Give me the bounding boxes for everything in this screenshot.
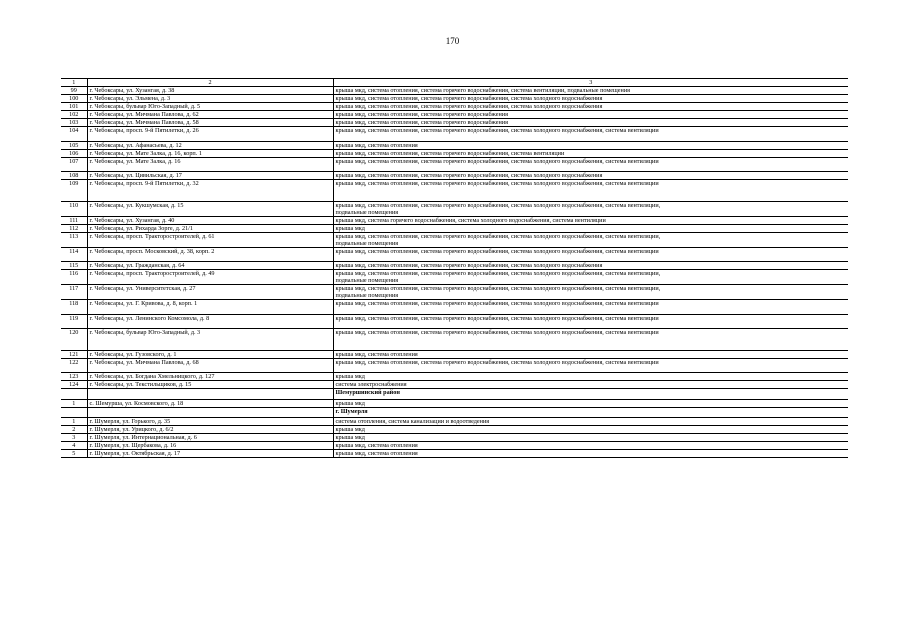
row-works: [333, 149, 848, 157]
row-works: [333, 434, 848, 442]
row-address: г. Чебоксары, бульвар Юго-Западный, д. 5: [87, 103, 333, 111]
row-works-line: крыша мкд: [335, 399, 365, 407]
row-number: 1: [61, 418, 87, 426]
row-works: [333, 119, 848, 127]
row-works-line: крыша мкд, система отопления, система горячего водоснабжения, система холодного водоснабжения, система вентиляции: [335, 358, 659, 366]
row-address: г. Чебоксары, бульвар Юго-Западный, д. 3: [87, 329, 333, 351]
row-works-line: крыша мкд: [335, 373, 365, 380]
row-address: г. Шумерля, ул. Урицкого, д. 6/2: [87, 426, 333, 434]
table-row: [61, 103, 848, 111]
row-address: г. Чебоксары, просп. Тракторостроителей, д. 49: [87, 270, 333, 285]
row-address: г. Чебоксары, ул. Мичмана Павлова, д. 62: [87, 111, 333, 119]
row-address: г. Чебоксары, просп. 9-й Пятилетки, д. 26: [87, 127, 333, 142]
table-row: [61, 141, 848, 149]
row-works: [333, 232, 848, 247]
table-body: [61, 79, 848, 458]
row-number: 120: [61, 329, 87, 351]
table-row: [61, 358, 848, 373]
row-works-line: крыша мкд, система отопления, система горячего водоснабжения, система холодного водоснабжения, система вентиляции: [335, 180, 659, 187]
row-address: г. Чебоксары, ул. Рихарда Зорге, д. 21/1: [87, 224, 333, 232]
row-number: 112: [61, 224, 87, 232]
row-address: г. Чебоксары, ул. Мичмана Павлова, д. 58: [87, 119, 333, 127]
row-works: [333, 103, 848, 111]
row-works-line: крыша мкд: [335, 426, 365, 433]
table-row: [61, 149, 848, 157]
row-works-line: крыша мкд, система отопления, система горячего водоснабжения, система холодного водоснабжения, система вентиляции,: [335, 201, 661, 209]
row-works: [333, 216, 848, 224]
row-number: 109: [61, 180, 87, 202]
row-works: [333, 381, 848, 389]
row-works-line: система отопления, система канализации и водоотведения: [335, 418, 490, 425]
header-col-1: 1: [61, 79, 87, 87]
section-title: Шемуршинский район: [333, 389, 848, 400]
row-works: [333, 141, 848, 149]
row-address: г. Чебоксары, ул. Ленинского Комсомола, д. 8: [87, 314, 333, 329]
row-works-line: крыша мкд, система отопления, система горячего водоснабжения, система холодного водоснабжения, система вентиляции,: [335, 285, 661, 292]
table-row: [61, 442, 848, 450]
row-works-line: крыша мкд, система отопления, система горячего водоснабжения, система холодного водоснабжения, система вентиляции,: [335, 232, 661, 240]
section-heading-row: [61, 389, 848, 400]
row-works: [333, 358, 848, 373]
row-address: г. Шумерля, ул. Щербакова, д. 16: [87, 442, 333, 450]
table-row: [61, 270, 848, 285]
row-works-line: подвальные помещения: [335, 239, 399, 247]
row-number: 107: [61, 157, 87, 172]
table-row: [61, 373, 848, 381]
row-works-line: крыша мкд, система отопления, система горячего водоснабжения: [335, 111, 508, 118]
row-number: 114: [61, 247, 87, 262]
table-row: [61, 111, 848, 119]
row-works-line: крыша мкд, система отопления, система горячего водоснабжения, система холодного водоснабжения, система вентиляции,: [335, 270, 661, 277]
row-works-line: система электроснабжения: [335, 381, 407, 388]
row-number: 118: [61, 300, 87, 315]
row-works-line: крыша мкд, система отопления, система горячего водоснабжения, система вентиляции: [335, 149, 565, 157]
row-works-line: крыша мкд: [335, 434, 365, 441]
row-works: [333, 157, 848, 172]
row-works: [333, 426, 848, 434]
row-works: [333, 314, 848, 329]
row-address: г. Шумерля, ул. Октябрьская, д. 17: [87, 450, 333, 458]
row-address: с. Шемурша, ул. Космовского, д. 18: [87, 399, 333, 407]
table-row: [61, 381, 848, 389]
row-number: 115: [61, 262, 87, 270]
row-number: 105: [61, 141, 87, 149]
row-address: г. Чебоксары, ул. Г. Кривова, д. 8, корп. 1: [87, 300, 333, 315]
table-row: [61, 300, 848, 315]
row-works: [333, 127, 848, 142]
page-number: 170: [445, 36, 460, 46]
table-row: [61, 232, 848, 247]
row-number: 117: [61, 285, 87, 300]
header-col-2: 2: [87, 79, 333, 87]
row-address: г. Шумерля, ул. Интернациональная, д. 6: [87, 434, 333, 442]
row-works: [333, 373, 848, 381]
row-number: 124: [61, 381, 87, 389]
row-works-line: крыша мкд, система отопления, система горячего водоснабжения, система холодного водоснабжения: [335, 262, 603, 269]
table-row: [61, 95, 848, 103]
row-address: г. Чебоксары, ул. Хузангая, д. 40: [87, 216, 333, 224]
row-works: [333, 95, 848, 103]
row-works: [333, 87, 848, 95]
row-number: 111: [61, 216, 87, 224]
row-address: г. Чебоксары, ул. Эльмена, д. 3: [87, 95, 333, 103]
row-works-line: крыша мкд: [335, 224, 365, 232]
row-address: г. Чебоксары, ул. Текстильщиков, д. 15: [87, 381, 333, 389]
row-address: г. Чебоксары, просп. Тракторостроителей, д. 61: [87, 232, 333, 247]
table-row: [61, 119, 848, 127]
row-number: 119: [61, 314, 87, 329]
row-number: 116: [61, 270, 87, 285]
row-works: [333, 172, 848, 180]
row-number: 108: [61, 172, 87, 180]
table-row: [61, 247, 848, 262]
row-works: [333, 247, 848, 262]
table-row: [61, 127, 848, 142]
row-address: г. Чебоксары, ул. Мате Залка, д. 16: [87, 157, 333, 172]
table-row: [61, 350, 848, 358]
table-row: [61, 157, 848, 172]
table-row: [61, 418, 848, 426]
row-address: г. Чебоксары, ул. Цивильская, д. 17: [87, 172, 333, 180]
row-works: [333, 285, 848, 300]
row-works-line: крыша мкд, система отопления: [335, 450, 418, 457]
section-empty-cell: [87, 389, 333, 400]
row-number: 122: [61, 358, 87, 373]
row-address: г. Чебоксары, ул. Гузовского, д. 1: [87, 350, 333, 358]
row-address: г. Чебоксары, ул. Университетская, д. 27: [87, 285, 333, 300]
row-works-line: крыша мкд, система отопления, система горячего водоснабжения, система холодного водоснабжения: [335, 172, 603, 179]
section-empty-cell: [87, 407, 333, 418]
row-works-line: крыша мкд, система отопления, система горячего водоснабжения, система холодного водоснабжения, система вентиляции: [335, 157, 659, 165]
row-works-line: крыша мкд, система отопления, система горячего водоснабжения, система холодного водоснабжения: [335, 103, 603, 110]
table-row: [61, 426, 848, 434]
row-works-line: крыша мкд, система отопления, система горячего водоснабжения, система вентиляции, подвальные помещения: [335, 87, 630, 94]
row-address: г. Чебоксары, ул. Афанасьева, д. 12: [87, 141, 333, 149]
row-works-line: крыша мкд, система отопления, система горячего водоснабжения, система холодного водоснабжения, система вентиляции: [335, 300, 659, 307]
row-address: г. Чебоксары, ул. Кукшумская, д. 15: [87, 201, 333, 216]
row-works: [333, 399, 848, 407]
header-col-3: 3: [333, 79, 848, 87]
row-works: [333, 300, 848, 315]
table-row: [61, 87, 848, 95]
row-number: 1: [61, 399, 87, 407]
table-row: [61, 216, 848, 224]
table-row: [61, 201, 848, 216]
row-address: г. Чебоксары, ул. Хузангая, д. 38: [87, 87, 333, 95]
table-row: [61, 434, 848, 442]
row-number: 110: [61, 201, 87, 216]
row-number: 121: [61, 350, 87, 358]
row-works: [333, 180, 848, 202]
row-address: г. Чебоксары, ул. Мате Залка, д. 16, корп. 1: [87, 149, 333, 157]
section-title: г. Шумерля: [333, 407, 848, 418]
row-works-line: крыша мкд, система отопления: [335, 141, 418, 149]
row-address: г. Шумерля, ул. Горького, д. 35: [87, 418, 333, 426]
table-row: [61, 262, 848, 270]
row-works-line: крыша мкд, система отопления: [335, 442, 418, 449]
row-number: 101: [61, 103, 87, 111]
row-works-line: крыша мкд, система отопления, система горячего водоснабжения, система холодного водоснабжения: [335, 95, 603, 102]
section-heading-row: [61, 407, 848, 418]
row-number: 3: [61, 434, 87, 442]
section-empty-cell: [61, 389, 87, 400]
section-empty-cell: [61, 407, 87, 418]
table-row: [61, 329, 848, 351]
table-row: [61, 450, 848, 458]
row-address: г. Чебоксары, ул. Богдана Хмельницкого, д. 127: [87, 373, 333, 381]
row-number: 99: [61, 87, 87, 95]
row-works: [333, 418, 848, 426]
table-row: [61, 314, 848, 329]
row-works: [333, 442, 848, 450]
row-works: [333, 350, 848, 358]
row-works-line: крыша мкд, система горячего водоснабжения, система холодного водоснабжения, система вентиляции: [335, 216, 606, 224]
row-works-line: крыша мкд, система отопления, система горячего водоснабжения, система холодного водоснабжения, система вентиляции: [335, 127, 659, 134]
row-number: 4: [61, 442, 87, 450]
row-works: [333, 224, 848, 232]
row-number: 113: [61, 232, 87, 247]
table-row: [61, 172, 848, 180]
row-number: 103: [61, 119, 87, 127]
row-works-line: подвальные помещения: [335, 277, 399, 284]
row-number: 102: [61, 111, 87, 119]
table-row: [61, 399, 848, 407]
row-works-line: подвальные помещения: [335, 208, 399, 216]
row-works-line: крыша мкд, система отопления, система горячего водоснабжения, система холодного водоснабжения, система вентиляции: [335, 314, 659, 322]
row-works-line: крыша мкд, система отопления, система горячего водоснабжения, система холодного водоснабжения, система вентиляции: [335, 329, 659, 336]
table-row: [61, 224, 848, 232]
table-header-row: [61, 79, 848, 87]
row-number: 5: [61, 450, 87, 458]
row-address: г. Чебоксары, просп. Московский, д. 38, корп. 2: [87, 247, 333, 262]
row-works: [333, 262, 848, 270]
row-number: 2: [61, 426, 87, 434]
row-works: [333, 111, 848, 119]
row-works: [333, 450, 848, 458]
row-works-line: подвальные помещения: [335, 292, 399, 299]
row-works: [333, 270, 848, 285]
row-works-line: крыша мкд, система отопления: [335, 350, 418, 358]
row-address: г. Чебоксары, ул. Мичмана Павлова, д. 68: [87, 358, 333, 373]
row-number: 106: [61, 149, 87, 157]
row-works-line: крыша мкд, система отопления, система горячего водоснабжения, система холодного водоснабжения, система вентиляции: [335, 247, 659, 255]
works-table: [61, 78, 848, 458]
table-row: [61, 285, 848, 300]
row-works: [333, 201, 848, 216]
row-address: г. Чебоксары, просп. 9-й Пятилетки, д. 32: [87, 180, 333, 202]
row-address: г. Чебоксары, ул. Гражданская, д. 64: [87, 262, 333, 270]
row-number: 104: [61, 127, 87, 142]
row-works-line: крыша мкд, система отопления, система горячего водоснабжения: [335, 119, 508, 126]
table-row: [61, 180, 848, 202]
row-works: [333, 329, 848, 351]
row-number: 100: [61, 95, 87, 103]
row-number: 123: [61, 373, 87, 381]
